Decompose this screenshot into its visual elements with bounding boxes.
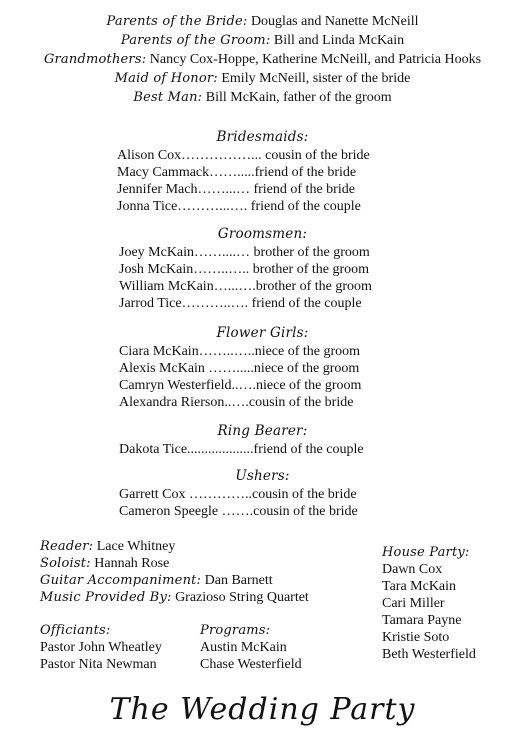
groom-parents-value: Bill and Linda McKain: [270, 33, 405, 48]
list-item: Pastor John Wheatley: [40, 640, 162, 655]
list-item: Alexandra Rierson..….cousin of the bride: [119, 395, 354, 410]
bridesmaids-list: [117, 147, 370, 215]
groomsmen-list: [119, 244, 372, 312]
programs-heading: Programs:: [200, 623, 271, 638]
list-item: Cameron Speegle …….cousin of the bride: [119, 504, 358, 519]
grandmothers-row: [0, 50, 525, 69]
soloist-label: Soloist:: [40, 556, 91, 571]
list-item: Pastor Nita Newman: [40, 657, 157, 672]
guitar-row: [40, 572, 309, 589]
ring-bearer-heading: Ring Bearer:: [217, 423, 308, 439]
best-man-label: Best Man:: [133, 90, 203, 105]
page-title: The Wedding Party: [109, 692, 416, 727]
officiants: [40, 622, 162, 673]
list-item: Cari Miller: [382, 596, 445, 611]
list-item: Austin McKain: [200, 640, 287, 655]
officiants-heading: Officiants:: [40, 623, 111, 638]
programs: [200, 622, 302, 673]
list-item: Garrett Cox …………..cousin of the bride: [119, 487, 357, 502]
list-item: Dakota Tice...................friend of the couple: [119, 442, 364, 457]
music-row: [40, 589, 309, 606]
list-item: Jennifer Mach……...… friend of the bride: [117, 182, 355, 197]
music-label: Music Provided By:: [40, 590, 172, 605]
groom-parents-row: [0, 31, 525, 50]
house-party-heading: House Party:: [382, 545, 470, 560]
guitar-label: Guitar Accompaniment:: [40, 573, 202, 588]
bride-parents-label: Parents of the Bride:: [106, 14, 248, 29]
list-item: Camryn Westerfield..….niece of the groom: [119, 378, 362, 393]
list-item: Chase Westerfield: [200, 657, 302, 672]
ring-bearer-list: [119, 441, 364, 458]
house-party: [382, 544, 476, 663]
list-item: Ciara McKain……..…..niece of the groom: [119, 344, 361, 359]
list-item: Jarrod Tice………..…. friend of the couple: [119, 296, 362, 311]
reader-row: [40, 538, 309, 555]
family-block: [0, 12, 525, 107]
reader-label: Reader:: [40, 539, 94, 554]
maid-of-honor-row: [0, 69, 525, 88]
grandmothers-label: Grandmothers:: [43, 52, 147, 67]
list-item: Alexis McKain …….....niece of the groom: [119, 361, 360, 376]
maid-of-honor-label: Maid of Honor:: [114, 71, 218, 86]
ushers-heading: Ushers:: [235, 468, 290, 484]
list-item: Josh McKain……..….. brother of the groom: [119, 262, 370, 277]
bridesmaids-heading: Bridesmaids:: [216, 129, 309, 145]
list-item: William McKain…...….brother of the groom: [119, 279, 372, 294]
list-item: Tara McKain: [382, 579, 457, 594]
list-item: Dawn Cox: [382, 562, 443, 577]
groomsmen-heading: Groomsmen:: [217, 226, 308, 242]
soloist-row: [40, 555, 309, 572]
groom-parents-label: Parents of the Groom:: [120, 33, 271, 48]
list-item: Kristie Soto: [382, 630, 450, 645]
flower-girls-heading: Flower Girls:: [216, 325, 309, 341]
list-item: Jonna Tice………...…. friend of the couple: [117, 199, 361, 214]
bride-parents-value: Douglas and Nanette McNeill: [247, 14, 419, 29]
list-item: Beth Westerfield: [382, 647, 476, 662]
ushers-list: [119, 486, 358, 520]
best-man-value: Bill McKain, father of the groom: [202, 90, 392, 105]
reader-value: Lace Whitney: [93, 539, 176, 554]
best-man-row: [0, 88, 525, 107]
list-item: Tamara Payne: [382, 613, 462, 628]
maid-of-honor-value: Emily McNeill, sister of the bride: [217, 71, 411, 86]
list-item: Joey McKain……....… brother of the groom: [119, 245, 370, 260]
list-item: Alison Cox……………... cousin of the bride: [117, 148, 370, 163]
list-item: Macy Cammack…….....friend of the bride: [117, 165, 357, 180]
music-value: Grazioso String Quartet: [171, 590, 309, 605]
guitar-value: Dan Barnett: [201, 573, 273, 588]
bride-parents-row: [0, 12, 525, 31]
grandmothers-value: Nancy Cox-Hoppe, Katherine McNeill, and Patricia Hooks: [146, 52, 482, 67]
soloist-value: Hannah Rose: [90, 556, 170, 571]
misc-roles: [40, 538, 309, 606]
flower-girls-list: [119, 343, 361, 411]
